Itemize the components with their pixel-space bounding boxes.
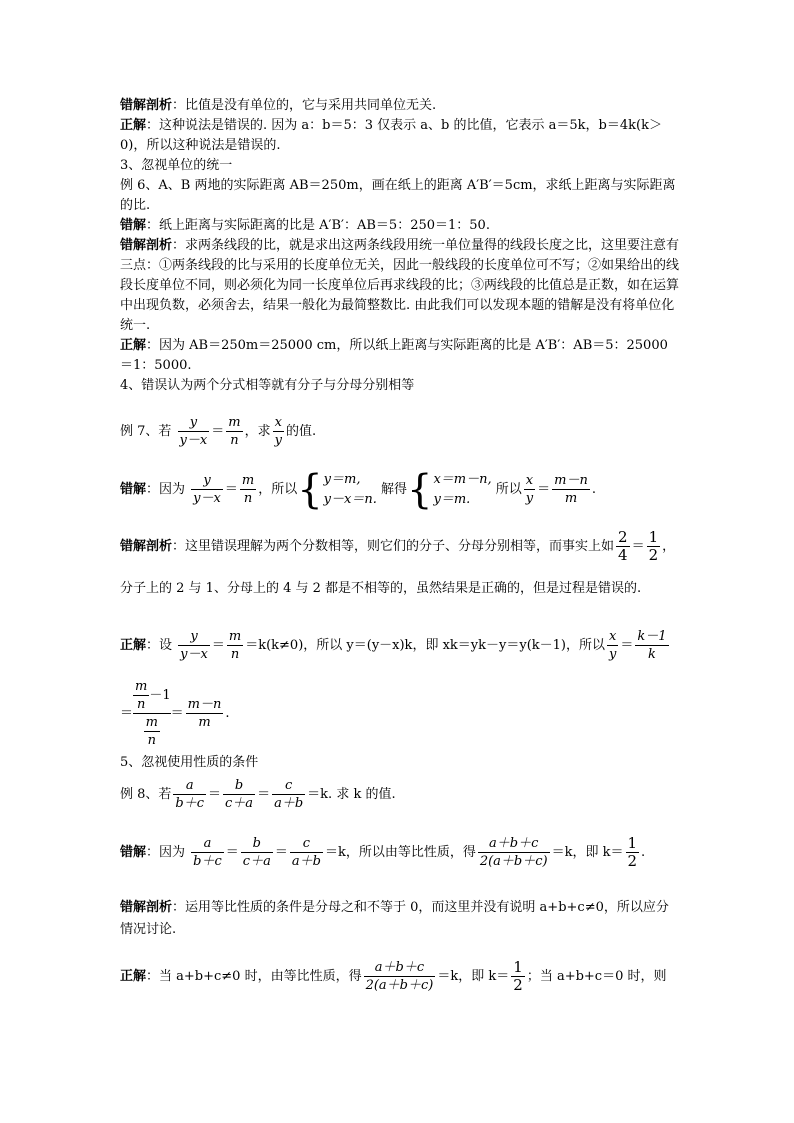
section-heading: 4、错误认为两个分式相等就有分子与分母分别相等: [120, 378, 415, 393]
label-analysis: 错解剖析: [120, 98, 173, 113]
example-6: 例 6、A、B 两地的实际距离 AB＝250m，画在纸上的距离 A′B′＝5cm，求纸上距离与实际距离的比.: [120, 178, 676, 213]
fraction: $\frac{x}{y}$: [525, 473, 534, 506]
label-analysis: 错解剖析: [120, 900, 173, 915]
fraction: $\frac{1}{2}$: [648, 528, 659, 564]
section-heading: 5、忽视使用性质的条件: [120, 755, 259, 770]
fraction: $\frac{m}{n}$: [228, 415, 241, 448]
analysis-7: 错解剖析：这里错误理解为两个分数相等，则它们的分子、分母分别相等，而事实上如 $\frac{2}{4}$ ＝ $\frac{1}{2}$ ，分子上的 2 与 1、分母上的 4 与 2 都是不相等的，虽然结果是正确的，但是过程是错误的.: [120, 528, 676, 596]
fraction: $\frac{b}{c+a}$: [242, 836, 271, 869]
fraction: $\frac{m}{n}$: [241, 473, 255, 506]
label-analysis: 错解剖析: [120, 238, 173, 253]
section-heading: 3、忽视单位的统一: [120, 158, 233, 173]
label-correct: 正解: [120, 338, 147, 353]
fraction: $\frac{x}{y}$: [274, 415, 282, 448]
fraction: $\frac{m}{n}$: [228, 629, 242, 662]
equation-system: x＝m－n, y＝m.: [433, 471, 492, 507]
fraction: $\frac{b}{c+a}$: [225, 778, 254, 811]
label-wrong: 错解: [120, 482, 147, 497]
wrong-solution-7: 错解：因为 $\frac{y}{y-x}$ ＝ $\frac{m}{n}$ ，所以{ y＝m, y－x＝n. 解得{ x＝m－n, y＝m. 所以 $\frac{x}{y}$ ＝ $\frac{m-n}{m}$ .: [120, 466, 597, 513]
fraction: $\frac{1}{2}$: [513, 958, 523, 994]
correct-solution-8: 正解：当 a+b+c≠0 时，由等比性质，得 $\frac{a+b+c}{2(a+b+c)}$ ＝k，即 k＝ $\frac{1}{2}$ ；当 a+b+c＝0 时，则: [120, 958, 667, 994]
fraction: $\frac{k-1}{k}$: [637, 629, 667, 662]
label-correct: 正解: [120, 969, 147, 984]
fraction: $\frac{a}{b+c}$: [193, 836, 222, 869]
label-correct: 正解: [120, 118, 147, 133]
fraction: $\frac{2}{4}$: [618, 528, 628, 564]
example-8: 例 8、若 $\frac{a}{b+c}$ ＝ $\frac{b}{c+a}$ ＝ $\frac{c}{a+b}$ ＝k. 求 k 的值.: [120, 778, 396, 811]
analysis-8: 错解剖析：运用等比性质的条件是分母之和不等于 0，而这里并没有说明 a+b+c≠0，所以应分情况讨论.: [120, 900, 669, 937]
paragraph: 错解剖析：求两条线段的比，就是求出这两条线段用统一单位量得的线段长度之比，这里要注意有三点：①两条线段的比与采用的长度单位无关，因此一般线段的长度单位可不写；②如果给出的线段长度单位不同，则必须化为同一长度单位后再求线段的比；③两线段的比值总是正数，如在运算中出现负数，必须舍去，结果一般化为最简整数比. 由此我们可以发现本题的错解是没有将单位化统一.: [120, 238, 680, 333]
fraction: $\frac{a}{b+c}$: [175, 778, 205, 811]
correct-solution-7-cont: ＝ $\frac{m}{n}$ －1 $\frac{m}{n}$ ＝ $\frac{m-n}{m}$ .: [120, 679, 230, 748]
brace: {: [407, 466, 433, 513]
compound-fraction: $\frac{m}{n}$ －1 $\frac{m}{n}$: [135, 679, 171, 748]
fraction: $\frac{1}{2}$: [627, 834, 638, 870]
fraction: $\frac{y}{y-x}$: [193, 473, 221, 506]
fraction: $\frac{c}{a+b}$: [291, 836, 321, 869]
fraction: $\frac{y}{y-x}$: [179, 415, 208, 448]
fraction: $\frac{x}{y}$: [608, 629, 617, 662]
paragraph: 正解：这种说法是错误的. 因为 a：b＝5：3 仅表示 a、b 的比值，它表示 a＝5k，b＝4k(k＞0)，所以这种说法是错误的.: [120, 118, 662, 153]
brace: {: [297, 466, 323, 513]
wrong-solution-8: 错解：因为 $\frac{a}{b+c}$ ＝ $\frac{b}{c+a}$ ＝ $\frac{c}{a+b}$ ＝k，所以由等比性质，得 $\frac{a+b+c}{2(a+b+c)}$ ＝k，即 k＝ $\frac{1}{2}$ .: [120, 834, 646, 870]
example-7: 例 7、若 $\frac{y}{y-x}$ ＝ $\frac{m}{n}$ ，求 $\frac{x}{y}$ 的值.: [120, 415, 317, 448]
equation-system: y＝m, y－x＝n.: [323, 471, 377, 507]
correct-solution-7: 正解：设 $\frac{y}{y-x}$ ＝ $\frac{m}{n}$ ＝k(k≠0)，所以 y＝(y－x)k，即 xk＝yk－y＝y(k－1)，所以 $\frac{x}{y}$ ＝ $\frac{k-1}{k}$: [120, 629, 667, 662]
paragraph: 错解：纸上距离与实际距离的比是 A′B′：AB＝5：250＝1：50.: [120, 218, 490, 233]
paragraph: 错解剖析：比值是没有单位的，它与采用共同单位无关.: [120, 98, 437, 113]
fraction: $\frac{m-n}{m}$: [187, 697, 222, 730]
label-wrong: 错解: [120, 845, 147, 860]
fraction: $\frac{m-n}{m}$: [554, 473, 588, 506]
label-analysis: 错解剖析: [120, 539, 173, 554]
fraction: $\frac{c}{a+b}$: [274, 778, 304, 811]
fraction: $\frac{y}{y-x}$: [180, 629, 208, 662]
fraction: $\frac{a+b+c}{2(a+b+c)}$: [479, 836, 548, 869]
label-wrong: 错解: [120, 218, 147, 233]
paragraph: 正解：因为 AB＝250m＝25000 cm，所以纸上距离与实际距离的比是 A′B′：AB＝5：25000＝1：5000.: [120, 338, 668, 373]
document-page: [120, 96, 680, 999]
label-correct: 正解: [120, 638, 147, 653]
fraction: $\frac{a+b+c}{2(a+b+c)}$: [365, 960, 434, 993]
